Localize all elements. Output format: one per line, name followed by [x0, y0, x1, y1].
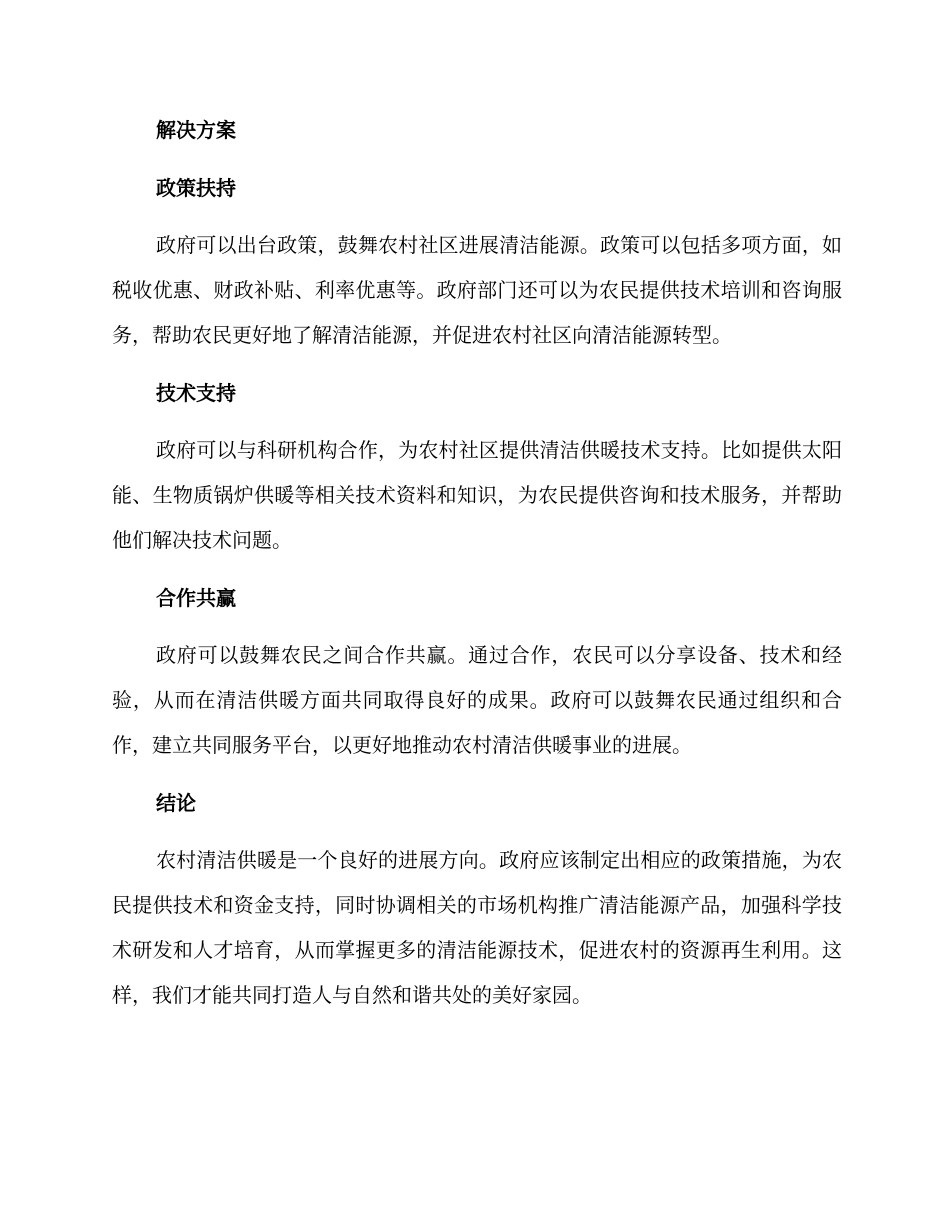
section-heading-cooperation: 合作共赢 [156, 586, 236, 610]
section-heading-conclusion: 结论 [156, 791, 196, 815]
section-heading-solutions: 解决方案 [156, 118, 236, 142]
paragraph-policy-support: 政府可以出台政策，鼓舞农村社区进展清洁能源。政策可以包括多项方面，如税收优惠、财政补贴、利率优惠等。政府部门还可以为农民提供技术培训和咨询服务，帮助农民更好地了解清洁能源，并促进农村社区向清洁能源转型。 [112, 233, 842, 347]
section-heading-policy-support: 政策扶持 [156, 176, 236, 200]
document-body [112, 107, 842, 1030]
paragraph-technical-support: 政府可以与科研机构合作，为农村社区提供清洁供暖技术支持。比如提供太阳能、生物质锅炉供暖等相关技术资料和知识，为农民提供咨询和技术服务，并帮助他们解决技术问题。 [112, 438, 842, 552]
paragraph-conclusion: 农村清洁供暖是一个良好的进展方向。政府应该制定出相应的政策措施，为农民提供技术和资金支持，同时协调相关的市场机构推广清洁能源产品，加强科学技术研发和人才培育，从而掌握更多的清洁能源技术，促进农村的资源再生利用。这样，我们才能共同打造人与自然和谐共处的美好家园。 [112, 848, 842, 1007]
section-heading-technical-support: 技术支持 [156, 381, 236, 405]
paragraph-cooperation: 政府可以鼓舞农民之间合作共赢。通过合作，农民可以分享设备、技术和经验，从而在清洁供暖方面共同取得良好的成果。政府可以鼓舞农民通过组织和合作，建立共同服务平台，以更好地推动农村清洁供暖事业的进展。 [112, 643, 842, 757]
